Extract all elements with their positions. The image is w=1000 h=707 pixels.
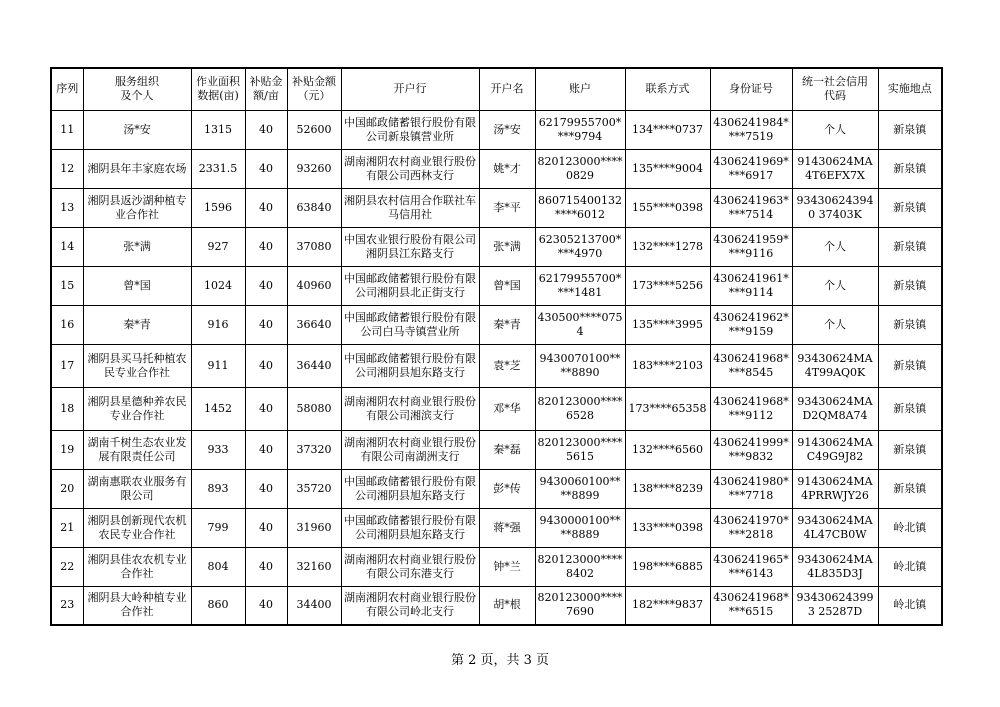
cell-index: 11 xyxy=(51,110,83,149)
cell-credit-code: 93430624MA4L47CB0W xyxy=(792,508,878,547)
cell-id-number: 4306241968****6515 xyxy=(710,586,792,625)
table-row xyxy=(51,547,942,586)
cell-location: 新泉镇 xyxy=(878,227,942,266)
col-header-organization: 服务组织 及个人 xyxy=(83,68,191,110)
cell-subsidy-per-mu: 40 xyxy=(245,508,287,547)
cell-bank: 中国邮政储蓄银行股份有限公司白马寺镇营业所 xyxy=(341,305,479,344)
col-header-area: 作业面积 数据(亩) xyxy=(191,68,245,110)
cell-area: 1024 xyxy=(191,266,245,305)
cell-contact: 135****9004 xyxy=(625,149,710,188)
col-header-contact: 联系方式 xyxy=(625,68,710,110)
cell-bank: 湖南湘阴农村商业银行股份有限公司西林支行 xyxy=(341,149,479,188)
cell-bank: 中国邮政储蓄银行股份有限公司湘阴县旭东路支行 xyxy=(341,508,479,547)
cell-subsidy-amount: 52600 xyxy=(287,110,341,149)
cell-contact: 173****5256 xyxy=(625,266,710,305)
cell-account: 62179955700****1481 xyxy=(535,266,625,305)
cell-credit-code: 934306243993 25287D xyxy=(792,586,878,625)
cell-subsidy-amount: 93260 xyxy=(287,149,341,188)
cell-subsidy-per-mu: 40 xyxy=(245,110,287,149)
cell-account: 62305213700****4970 xyxy=(535,227,625,266)
cell-location: 新泉镇 xyxy=(878,387,942,430)
cell-subsidy-per-mu: 40 xyxy=(245,344,287,387)
cell-id-number: 4306241970****2818 xyxy=(710,508,792,547)
cell-credit-code: 个人 xyxy=(792,110,878,149)
cell-bank: 中国邮政储蓄银行股份有限公司湘阴县北正街支行 xyxy=(341,266,479,305)
col-header-subsidy-amount: 补贴金额 （元） xyxy=(287,68,341,110)
cell-subsidy-per-mu: 40 xyxy=(245,266,287,305)
cell-organization: 湘阴县星德种养农民专业合作社 xyxy=(83,387,191,430)
cell-area: 2331.5 xyxy=(191,149,245,188)
cell-account: 820123000****8402 xyxy=(535,547,625,586)
cell-subsidy-amount: 63840 xyxy=(287,188,341,227)
cell-id-number: 4306241963****7514 xyxy=(710,188,792,227)
cell-location: 新泉镇 xyxy=(878,149,942,188)
cell-contact: 182****9837 xyxy=(625,586,710,625)
col-header-id-number: 身份证号 xyxy=(710,68,792,110)
cell-area: 1315 xyxy=(191,110,245,149)
cell-id-number: 4306241962****9159 xyxy=(710,305,792,344)
cell-subsidy-per-mu: 40 xyxy=(245,305,287,344)
cell-subsidy-per-mu: 40 xyxy=(245,586,287,625)
cell-account: 62179955700****9794 xyxy=(535,110,625,149)
cell-account-name: 秦*磊 xyxy=(479,430,535,469)
col-header-index: 序列 xyxy=(51,68,83,110)
cell-organization: 张*满 xyxy=(83,227,191,266)
cell-account: 820123000****6528 xyxy=(535,387,625,430)
cell-account-name: 邓*华 xyxy=(479,387,535,430)
cell-subsidy-per-mu: 40 xyxy=(245,149,287,188)
cell-contact: 133****0398 xyxy=(625,508,710,547)
table-row xyxy=(51,387,942,430)
cell-credit-code: 91430624MAC49G9J82 xyxy=(792,430,878,469)
cell-account: 9430070100****8890 xyxy=(535,344,625,387)
cell-contact: 132****1278 xyxy=(625,227,710,266)
cell-credit-code: 934306243940 37403K xyxy=(792,188,878,227)
cell-organization: 湘阴县佳农农机专业合作社 xyxy=(83,547,191,586)
cell-bank: 湖南湘阴农村商业银行股份有限公司东港支行 xyxy=(341,547,479,586)
cell-area: 893 xyxy=(191,469,245,508)
table-row xyxy=(51,305,942,344)
cell-subsidy-amount: 36440 xyxy=(287,344,341,387)
cell-id-number: 4306241965****6143 xyxy=(710,547,792,586)
cell-index: 21 xyxy=(51,508,83,547)
cell-bank: 湖南湘阴农村商业银行股份有限公司湘滨支行 xyxy=(341,387,479,430)
cell-subsidy-per-mu: 40 xyxy=(245,188,287,227)
table-row xyxy=(51,586,942,625)
col-header-account: 账户 xyxy=(535,68,625,110)
cell-credit-code: 91430624MA4T6EFX7X xyxy=(792,149,878,188)
cell-account-name: 蒋*强 xyxy=(479,508,535,547)
cell-id-number: 4306241959****9116 xyxy=(710,227,792,266)
cell-area: 1452 xyxy=(191,387,245,430)
cell-organization: 汤*安 xyxy=(83,110,191,149)
table-row xyxy=(51,110,942,149)
col-header-location: 实施地点 xyxy=(878,68,942,110)
cell-bank: 湘阴县农村信用合作联社车马信用社 xyxy=(341,188,479,227)
cell-subsidy-amount: 35720 xyxy=(287,469,341,508)
cell-contact: 135****3995 xyxy=(625,305,710,344)
cell-subsidy-amount: 58080 xyxy=(287,387,341,430)
cell-credit-code: 个人 xyxy=(792,305,878,344)
subsidy-table xyxy=(50,67,943,626)
page-footer: 第 2 页，共 3 页 xyxy=(450,653,550,668)
cell-contact: 138****8239 xyxy=(625,469,710,508)
cell-account: 820123000****5615 xyxy=(535,430,625,469)
cell-bank: 湖南湘阴农村商业银行股份有限公司岭北支行 xyxy=(341,586,479,625)
cell-subsidy-amount: 34400 xyxy=(287,586,341,625)
cell-contact: 183****2103 xyxy=(625,344,710,387)
cell-contact: 155****0398 xyxy=(625,188,710,227)
col-header-subsidy-per-mu: 补贴金 额/亩 xyxy=(245,68,287,110)
cell-organization: 湘阴县创新现代农机农民专业合作社 xyxy=(83,508,191,547)
cell-account-name: 姚*才 xyxy=(479,149,535,188)
table-row xyxy=(51,188,942,227)
cell-index: 16 xyxy=(51,305,83,344)
cell-account-name: 李*平 xyxy=(479,188,535,227)
cell-bank: 中国邮政储蓄银行股份有限公司湘阴县旭东路支行 xyxy=(341,344,479,387)
table-row xyxy=(51,469,942,508)
cell-index: 20 xyxy=(51,469,83,508)
cell-account: 860715400132****6012 xyxy=(535,188,625,227)
cell-index: 15 xyxy=(51,266,83,305)
cell-account: 820123000****7690 xyxy=(535,586,625,625)
cell-contact: 132****6560 xyxy=(625,430,710,469)
cell-subsidy-per-mu: 40 xyxy=(245,547,287,586)
cell-bank: 中国邮政储蓄银行股份有限公司湘阴县旭东路支行 xyxy=(341,469,479,508)
cell-organization: 湖南惠联农业服务有限公司 xyxy=(83,469,191,508)
col-header-bank: 开户行 xyxy=(341,68,479,110)
cell-location: 新泉镇 xyxy=(878,110,942,149)
cell-area: 799 xyxy=(191,508,245,547)
cell-id-number: 4306241968****9112 xyxy=(710,387,792,430)
cell-account-name: 张*满 xyxy=(479,227,535,266)
cell-account-name: 秦*青 xyxy=(479,305,535,344)
cell-area: 860 xyxy=(191,586,245,625)
cell-bank: 湖南湘阴农村商业银行股份有限公司南湖洲支行 xyxy=(341,430,479,469)
table-row xyxy=(51,430,942,469)
cell-id-number: 4306241969****6917 xyxy=(710,149,792,188)
cell-organization: 湖南千树生态农业发展有限责任公司 xyxy=(83,430,191,469)
cell-location: 岭北镇 xyxy=(878,586,942,625)
cell-subsidy-per-mu: 40 xyxy=(245,469,287,508)
cell-organization: 湘阴县买马托种植农民专业合作社 xyxy=(83,344,191,387)
cell-subsidy-amount: 37320 xyxy=(287,430,341,469)
cell-account-name: 汤*安 xyxy=(479,110,535,149)
cell-area: 1596 xyxy=(191,188,245,227)
cell-location: 新泉镇 xyxy=(878,430,942,469)
cell-area: 933 xyxy=(191,430,245,469)
cell-account-name: 袁*芝 xyxy=(479,344,535,387)
cell-contact: 173****65358 xyxy=(625,387,710,430)
cell-id-number: 4306241968****8545 xyxy=(710,344,792,387)
cell-credit-code: 个人 xyxy=(792,227,878,266)
cell-index: 12 xyxy=(51,149,83,188)
cell-contact: 198****6885 xyxy=(625,547,710,586)
col-header-credit-code: 统一社会信用 代码 xyxy=(792,68,878,110)
cell-subsidy-amount: 32160 xyxy=(287,547,341,586)
cell-subsidy-per-mu: 40 xyxy=(245,387,287,430)
cell-subsidy-amount: 36640 xyxy=(287,305,341,344)
cell-organization: 湘阴县返沙湖种植专业合作社 xyxy=(83,188,191,227)
cell-subsidy-amount: 31960 xyxy=(287,508,341,547)
cell-index: 17 xyxy=(51,344,83,387)
cell-id-number: 4306241961****9114 xyxy=(710,266,792,305)
cell-location: 新泉镇 xyxy=(878,305,942,344)
cell-id-number: 4306241999****9832 xyxy=(710,430,792,469)
table-row xyxy=(51,227,942,266)
cell-id-number: 4306241984****7519 xyxy=(710,110,792,149)
cell-account: 9430000100****8889 xyxy=(535,508,625,547)
cell-area: 911 xyxy=(191,344,245,387)
table-row xyxy=(51,344,942,387)
cell-subsidy-per-mu: 40 xyxy=(245,430,287,469)
cell-credit-code: 93430624MA4L835D3J xyxy=(792,547,878,586)
cell-credit-code: 91430624MA4PRRWJY26 xyxy=(792,469,878,508)
cell-contact: 134****0737 xyxy=(625,110,710,149)
cell-credit-code: 个人 xyxy=(792,266,878,305)
cell-account: 820123000****0829 xyxy=(535,149,625,188)
cell-organization: 曾*国 xyxy=(83,266,191,305)
cell-subsidy-amount: 37080 xyxy=(287,227,341,266)
cell-area: 927 xyxy=(191,227,245,266)
table-row xyxy=(51,149,942,188)
cell-account-name: 彭*传 xyxy=(479,469,535,508)
cell-location: 新泉镇 xyxy=(878,266,942,305)
cell-bank: 中国农业银行股份有限公司湘阴县江东路支行 xyxy=(341,227,479,266)
cell-index: 22 xyxy=(51,547,83,586)
cell-credit-code: 93430624MAD2QM8A74 xyxy=(792,387,878,430)
cell-index: 13 xyxy=(51,188,83,227)
cell-area: 804 xyxy=(191,547,245,586)
cell-id-number: 4306241980****7718 xyxy=(710,469,792,508)
cell-location: 新泉镇 xyxy=(878,469,942,508)
cell-index: 14 xyxy=(51,227,83,266)
cell-credit-code: 93430624MA4T99AQ0K xyxy=(792,344,878,387)
cell-subsidy-amount: 40960 xyxy=(287,266,341,305)
cell-account-name: 曾*国 xyxy=(479,266,535,305)
cell-location: 岭北镇 xyxy=(878,547,942,586)
cell-bank: 中国邮政储蓄银行股份有限公司新泉镇营业所 xyxy=(341,110,479,149)
cell-location: 新泉镇 xyxy=(878,344,942,387)
col-header-account-name: 开户名 xyxy=(479,68,535,110)
cell-account: 430500****0754 xyxy=(535,305,625,344)
cell-organization: 湘阴县大岭种植专业合作社 xyxy=(83,586,191,625)
cell-organization: 秦*青 xyxy=(83,305,191,344)
table-row xyxy=(51,508,942,547)
cell-index: 23 xyxy=(51,586,83,625)
cell-account-name: 胡*根 xyxy=(479,586,535,625)
cell-subsidy-per-mu: 40 xyxy=(245,227,287,266)
cell-index: 18 xyxy=(51,387,83,430)
cell-account-name: 钟*兰 xyxy=(479,547,535,586)
cell-account: 9430060100****8899 xyxy=(535,469,625,508)
cell-organization: 湘阴县年丰家庭农场 xyxy=(83,149,191,188)
cell-area: 916 xyxy=(191,305,245,344)
table-row xyxy=(51,266,942,305)
header-row xyxy=(51,68,942,110)
cell-index: 19 xyxy=(51,430,83,469)
cell-location: 岭北镇 xyxy=(878,508,942,547)
cell-location: 新泉镇 xyxy=(878,188,942,227)
